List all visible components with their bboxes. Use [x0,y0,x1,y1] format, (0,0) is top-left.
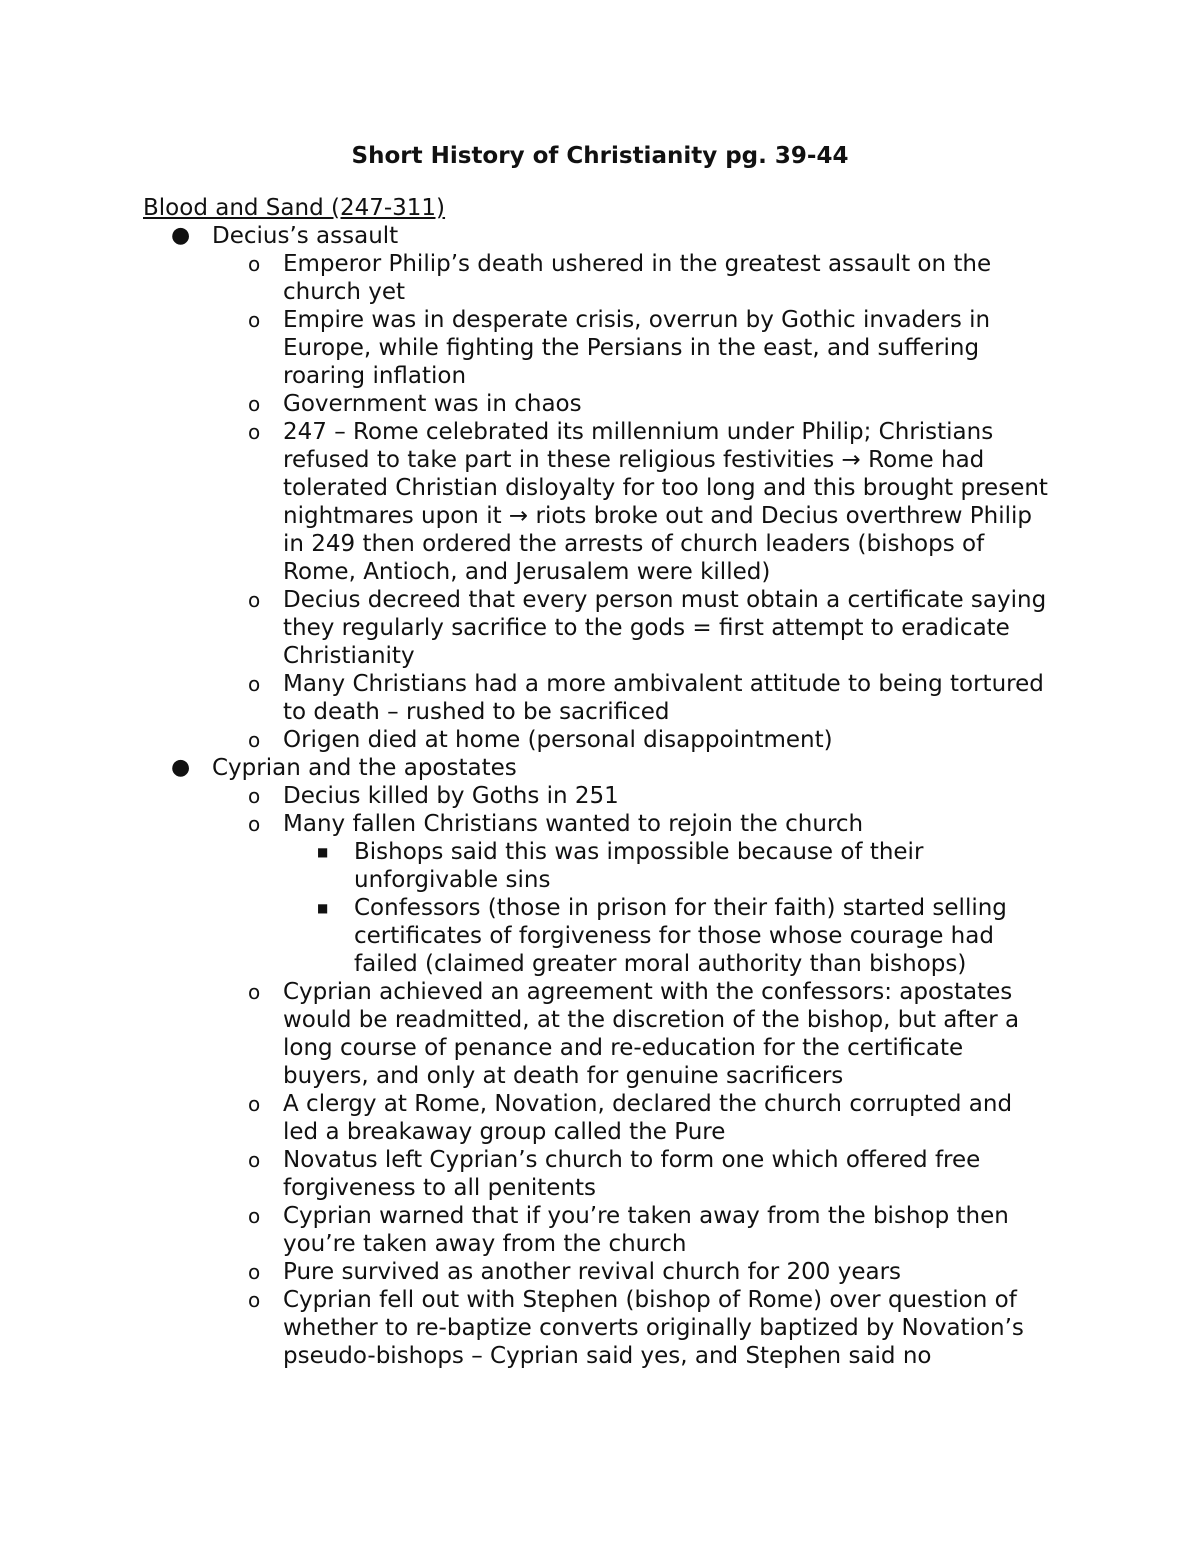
subpoint-item [283,894,1053,978]
hollow-bullet-icon: o [248,588,261,612]
document-body [143,194,1053,1370]
point-item [212,810,1053,978]
point-text: Cyprian achieved an agreement with the confessors: apostates would be readmitted, at the discretion of the bishop, but after a long course of penance and re-education for the certificate buyers, and only at death for genuine sacrificers [283,979,1020,1089]
topic-list [143,222,1053,1370]
hollow-bullet-icon: o [248,1288,261,1312]
point-item [212,1202,1053,1258]
document-title: Short History of Christianity pg. 39-44 [351,143,849,169]
topic-label: Cyprian and the apostates [212,755,517,781]
point-item [212,978,1053,1090]
point-text: Cyprian fell out with Stephen (bishop of Rome) over question of whether to re-baptize converts originally baptized by Novation’s pseudo-bishops – Cyprian said yes, and Stephen said no [283,1287,1024,1369]
subpoint-list [283,838,1053,978]
point-item [212,418,1053,586]
point-text: A clergy at Rome, Novation, declared the church corrupted and led a breakaway group called the Pure [283,1091,1013,1145]
hollow-bullet-icon: o [248,784,261,808]
solid-bullet-icon: ● [171,223,191,248]
point-text: Pure survived as another revival church for 200 years [283,1259,902,1285]
point-item [212,1146,1053,1202]
point-list [212,250,1053,754]
topic-label: Decius’s assault [212,223,399,249]
hollow-bullet-icon: o [248,252,261,276]
hollow-bullet-icon: o [248,392,261,416]
square-bullet-icon: ■ [317,845,329,859]
subpoint-text: Confessors (those in prison for their faith) started selling certificates of forgiveness for those whose courage had failed (claimed greater moral authority than bishops) [354,895,1007,977]
point-text: Novatus left Cyprian’s church to form one which offered free forgiveness to all penitents [283,1147,981,1201]
hollow-bullet-icon: o [248,1204,261,1228]
hollow-bullet-icon: o [248,812,261,836]
hollow-bullet-icon: o [248,728,261,752]
point-text: Many Christians had a more ambivalent attitude to being tortured to death – rushed to be sacrificed [283,671,1044,725]
point-item [212,390,1053,418]
hollow-bullet-icon: o [248,308,261,332]
point-item [212,726,1053,754]
hollow-bullet-icon: o [248,1092,261,1116]
point-item [212,782,1053,810]
section-heading: Blood and Sand (247-311) [143,195,446,221]
point-text: Empire was in desperate crisis, overrun by Gothic invaders in Europe, while fighting the Persians in the east, and suffering roaring inflation [283,307,991,389]
point-item [212,306,1053,390]
point-item [212,1090,1053,1146]
point-item [212,1286,1053,1370]
solid-bullet-icon: ● [171,755,191,780]
point-text: Origen died at home (personal disappointment) [283,727,833,753]
point-text: Decius decreed that every person must obtain a certificate saying they regularly sacrifice to the gods = first attempt to eradicate Christianity [283,587,1047,669]
point-text: Cyprian warned that if you’re taken away from the bishop then you’re taken away from the church [283,1203,1009,1257]
point-text: 247 – Rome celebrated its millennium under Philip; Christians refused to take part in these religious festivities → Rome had tolerated Christian disloyalty for too long and this brought present nightmares upon it → riots broke out and Decius overthrew Philip in 249 then ordered the arrests of church leaders (bishops of Rome, Antioch, and Jerusalem were killed) [283,419,1048,585]
point-text: Government was in chaos [283,391,582,417]
hollow-bullet-icon: o [248,1260,261,1284]
point-text: Emperor Philip’s death ushered in the greatest assault on the church yet [283,251,992,305]
topic-item [143,222,1053,754]
subpoint-text: Bishops said this was impossible because of their unforgivable sins [354,839,924,893]
point-list [212,782,1053,1370]
square-bullet-icon: ■ [317,901,329,915]
point-item [212,1258,1053,1286]
subpoint-item [283,838,1053,894]
point-text: Many fallen Christians wanted to rejoin the church [283,811,864,837]
hollow-bullet-icon: o [248,420,261,444]
hollow-bullet-icon: o [248,1148,261,1172]
point-item [212,670,1053,726]
hollow-bullet-icon: o [248,672,261,696]
point-text: Decius killed by Goths in 251 [283,783,619,809]
topic-item [143,754,1053,1370]
hollow-bullet-icon: o [248,980,261,1004]
point-item [212,586,1053,670]
point-item [212,250,1053,306]
